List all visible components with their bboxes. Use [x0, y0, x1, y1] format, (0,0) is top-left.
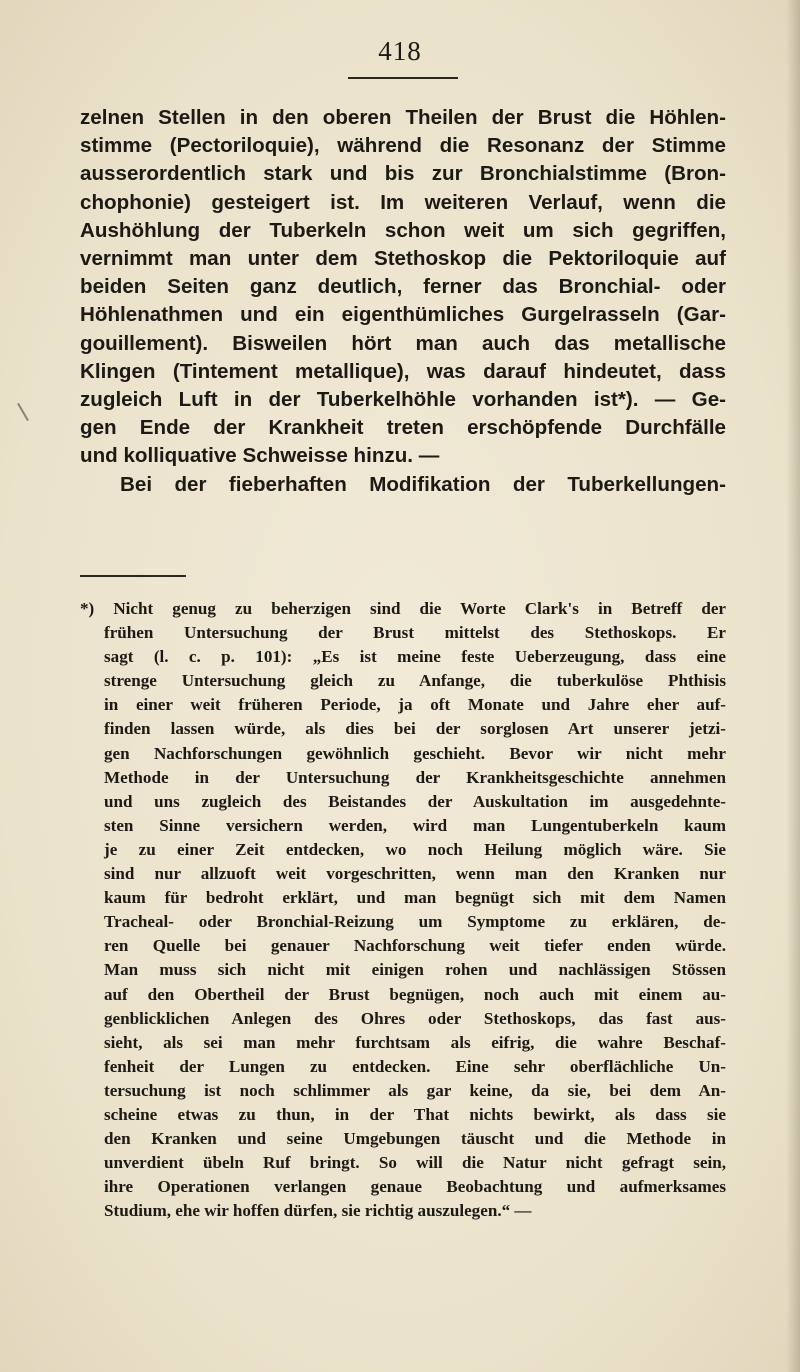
- main-text-line: vernimmt man unter dem Stethoskop die Pektoriloquie auf: [80, 247, 726, 271]
- footnote-line: [80, 597, 726, 621]
- main-text-line: ausserordentlich stark und bis zur Bronchialstimme (Bron-: [80, 162, 726, 186]
- main-text-line: und kolliquative Schweisse hinzu. —: [80, 444, 440, 468]
- footnote-line: in einer weit früheren Periode, ja oft Monate und Jahre eher auf-: [104, 695, 726, 715]
- header-rule: [348, 77, 458, 79]
- footnote-line: scheine etwas zu thun, in der That nichts bewirkt, als dass sie: [104, 1104, 726, 1124]
- footnote-line: sagt (l. c. p. 101): „Es ist meine feste Ueberzeugung, dass eine: [104, 647, 726, 667]
- footnote-line: unverdient übeln Ruf bringt. So will die Natur nicht gefragt sein,: [104, 1153, 726, 1173]
- footnote-line: tersuchung ist noch schlimmer als gar keine, da sie, bei dem An-: [104, 1080, 726, 1100]
- footnote-line: strenge Untersuchung gleich zu Anfange, die tuberkulöse Phthisis: [104, 671, 726, 691]
- page-edge-shadow: [786, 0, 800, 1372]
- footnote-line: und uns zugleich des Beistandes der Auskultation im ausgedehnte-: [104, 791, 726, 811]
- main-text-line: chophonie) gesteigert ist. Im weiteren Verlauf, wenn die: [80, 190, 726, 214]
- footnote-line: Studium, ehe wir hoffen dürfen, sie richtig auszulegen.“ —: [104, 1201, 532, 1221]
- main-text-line: zugleich Luft in der Tuberkelhöhle vorhanden ist*). — Ge-: [80, 388, 726, 412]
- footnote-line: Tracheal- oder Bronchial-Reizung um Symptome zu erklären, de-: [104, 912, 726, 932]
- footnote-line: gen Nachforschungen gewöhnlich geschieht. Bevor wir nicht mehr: [104, 743, 726, 763]
- footnote-line: sten Sinne versichern werden, wird man Lungentuberkeln kaum: [104, 815, 726, 835]
- footnote-line: Man muss sich nicht mit einigen rohen und nachlässigen Stössen: [104, 960, 726, 980]
- footnote-line: ren Quelle bei genauer Nachforschung weit tiefer enden würde.: [104, 936, 726, 956]
- footnote-line: frühen Untersuchung der Brust mittelst des Stethoskops. Er: [104, 623, 726, 643]
- main-text-line: Klingen (Tintement metallique), was darauf hindeutet, dass: [80, 359, 726, 383]
- main-text-line: Höhlenathmen und ein eigenthümliches Gurgelrasseln (Gar-: [80, 303, 726, 327]
- footnote-block: [80, 597, 726, 1223]
- main-text-line: stimme (Pectoriloquie), während die Resonanz der Stimme: [80, 134, 726, 158]
- margin-mark: [17, 403, 29, 421]
- page-number: 418: [378, 36, 422, 66]
- main-text-line: Bei der fieberhaften Modifikation der Tuberkellungen-: [120, 472, 726, 496]
- footnote-line: sind nur allzuoft weit vorgeschritten, wenn man den Kranken nur: [104, 864, 726, 884]
- footnote-marker: *): [80, 599, 95, 618]
- footnote-rule: [80, 575, 186, 577]
- main-text-line: gen Ende der Krankheit treten erschöpfende Durchfälle: [80, 416, 726, 440]
- footnote-line: genblicklichen Anlegen des Ohres oder Stethoskops, das fast aus-: [104, 1008, 726, 1028]
- main-text-block: [80, 104, 726, 499]
- main-text-line: zelnen Stellen in den oberen Theilen der Brust die Höhlen-: [80, 106, 726, 129]
- footnote-line: fenheit der Lungen zu entdecken. Eine sehr oberflächliche Un-: [104, 1056, 726, 1076]
- footnote-line: auf den Obertheil der Brust begnügen, noch auch mit einem au-: [104, 984, 726, 1004]
- footnote-line: den Kranken und seine Umgebungen täuscht und die Methode in: [104, 1129, 726, 1149]
- main-text-line: gouillement). Bisweilen hört man auch das metallische: [80, 331, 726, 355]
- footnote-line: sieht, als sei man mehr furchtsam als eifrig, die wahre Beschaf-: [104, 1032, 726, 1052]
- footnote-line: kaum für bedroht erklärt, und man begnügt sich mit dem Namen: [104, 888, 726, 908]
- footnote-line: ihre Operationen verlangen genaue Beobachtung und aufmerksames: [104, 1177, 726, 1197]
- footnote-line-text: Nicht genug zu beherzigen sind die Worte Clark's in Betreff der: [113, 599, 726, 618]
- footnote-line: je zu einer Zeit entdecken, wo noch Heilung möglich wäre. Sie: [104, 839, 726, 859]
- footnote-line: finden lassen würde, als dies bei der sorglosen Art unserer jetzi-: [104, 719, 726, 739]
- main-text-line: Aushöhlung der Tuberkeln schon weit um sich gegriffen,: [80, 218, 726, 242]
- footnote-line: Methode in der Untersuchung der Krankheitsgeschichte annehmen: [104, 767, 726, 787]
- main-text-line: beiden Seiten ganz deutlich, ferner das Bronchial- oder: [80, 275, 726, 299]
